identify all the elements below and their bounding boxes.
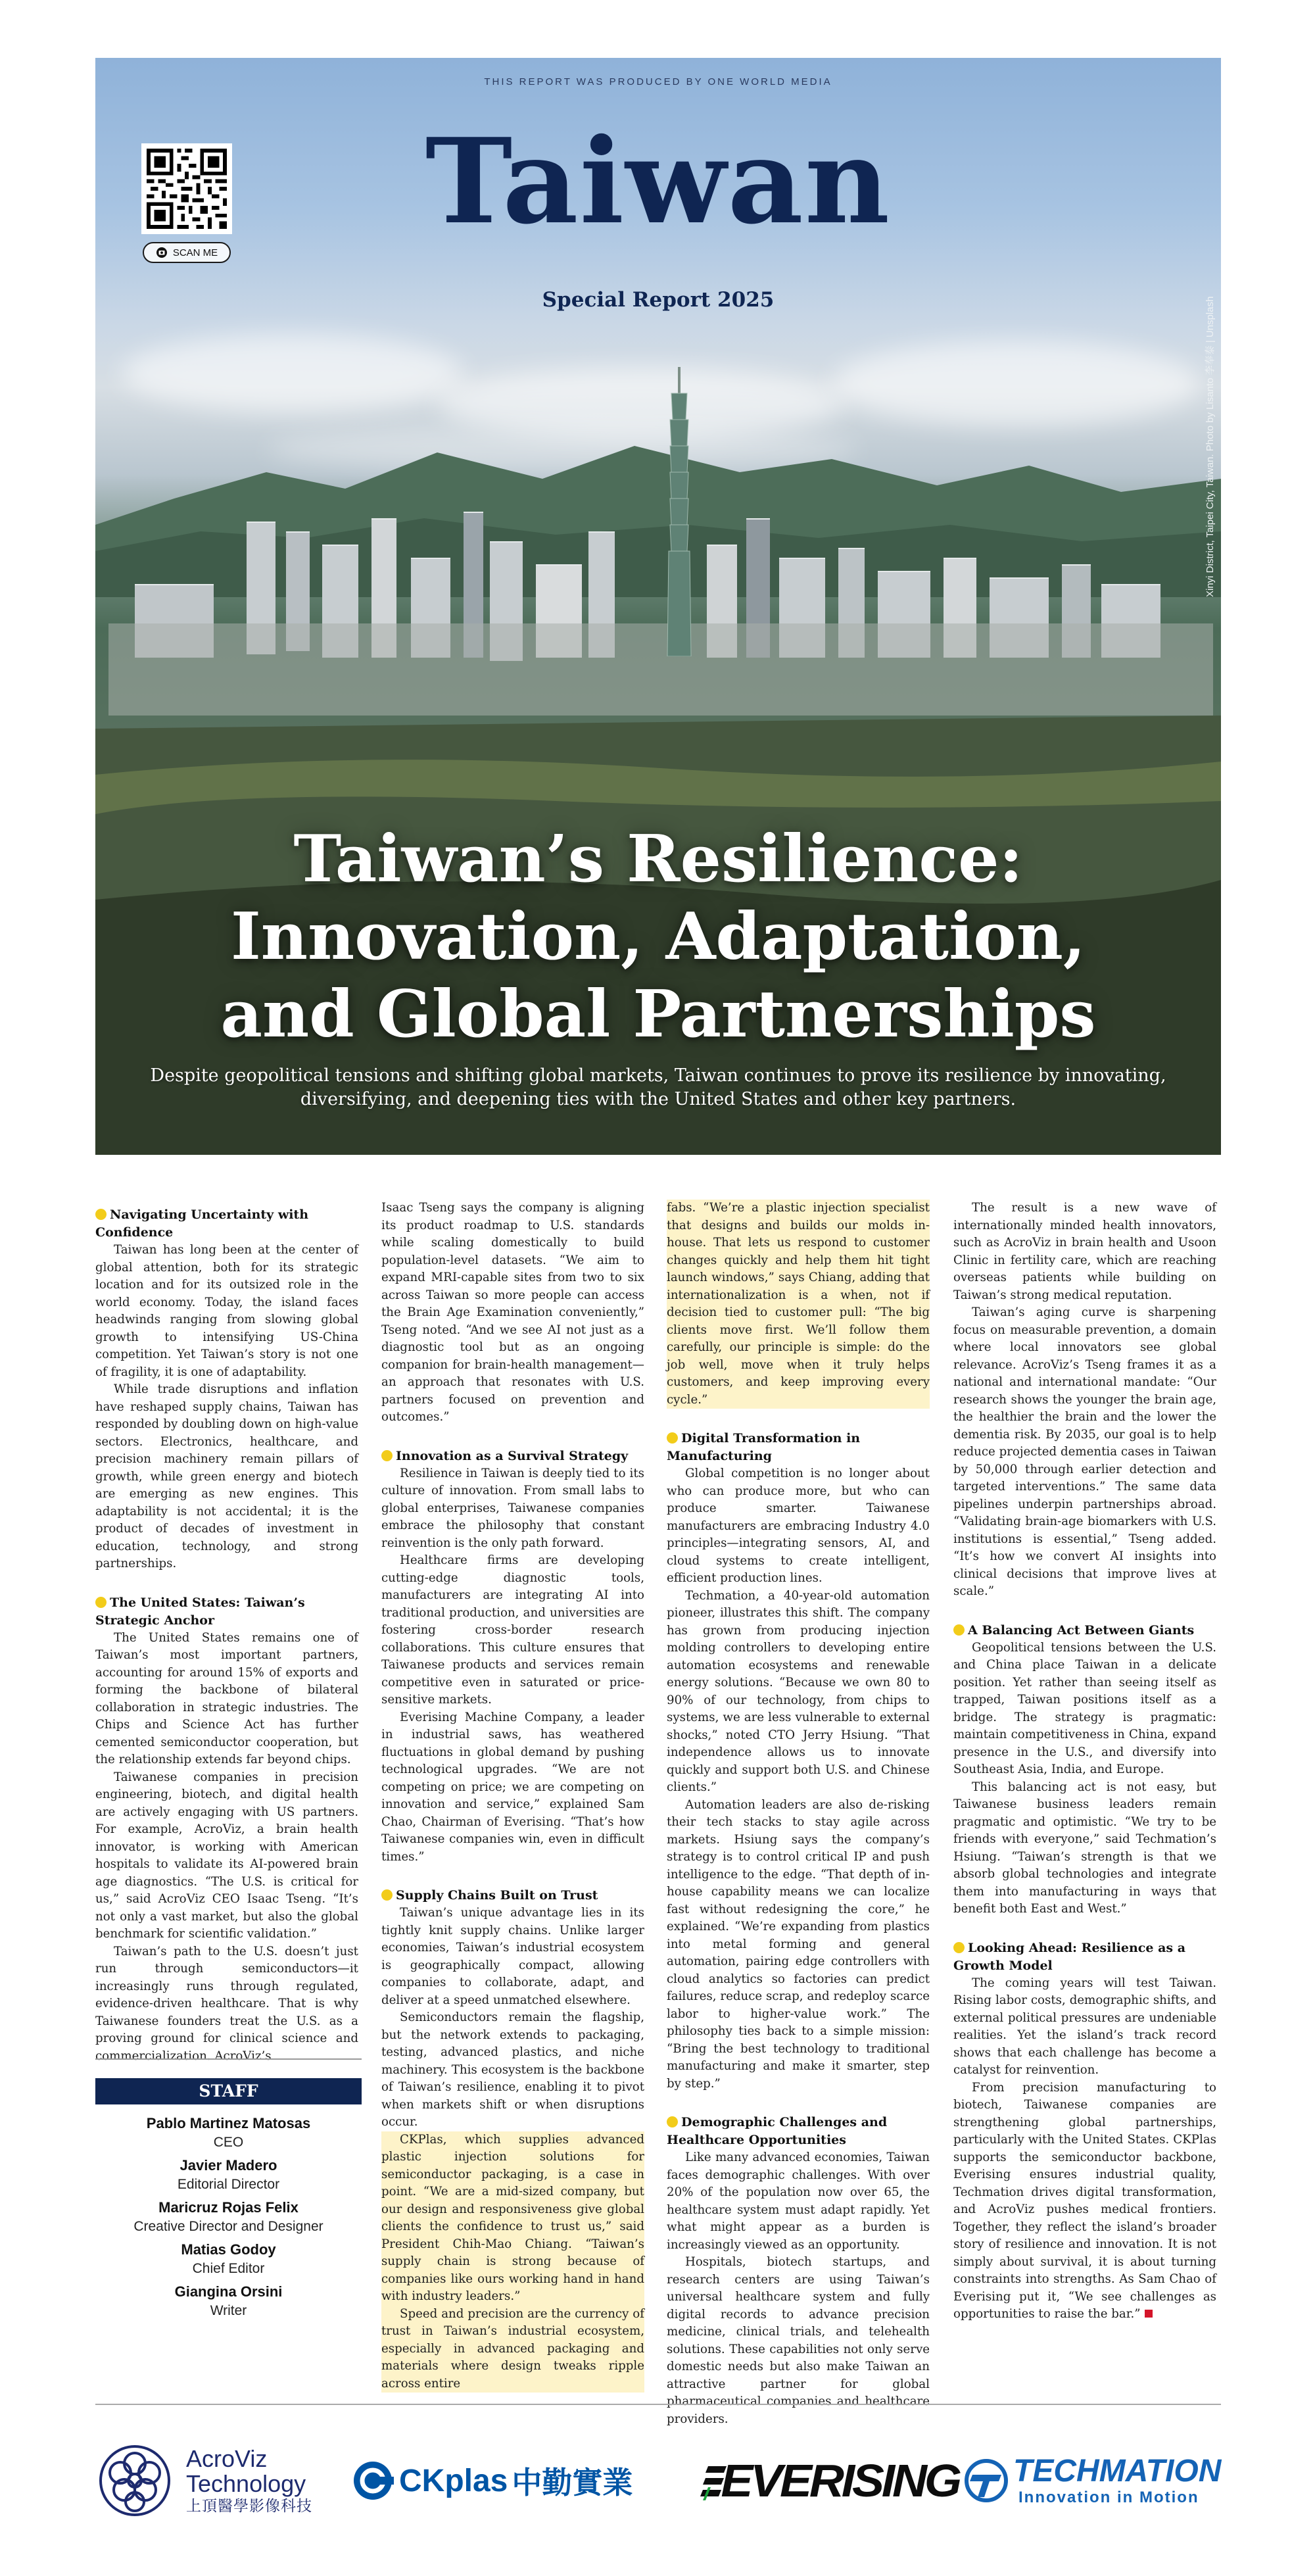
staff-member: Javier Madero Editorial Director <box>177 2157 280 2192</box>
article-column-3 <box>667 1200 930 2428</box>
paragraph: The United States remains one of Taiwan’s most important partners, accounting for around 15% of exports and forming the backbone of bilateral collaboration in strategic industries. The Chips and Science Act has further cemented semiconductor cooperation, but the relationship extends far beyond chips. <box>95 1630 358 1766</box>
qr-code[interactable] <box>141 143 232 234</box>
photo-credit: Xinyi District, Taipei City, Taiwan. Photo by Lisanto 李奉泰 | Unsplash <box>1205 296 1216 597</box>
everising-wordmark: EVERISING <box>721 2455 959 2506</box>
staff-list <box>95 2114 362 2320</box>
paragraph: Automation leaders are also de-risking their tech stacks to stay agile across markets. Hsiung says the company’s strategy is to control critical IP and push intelligence to the edge. “That depth of in-house capability means we can localize fast without redesigning the core,” he explained. “We’re expanding from plastics into metal forming and general automation, pairing edge controllers with cloud analytics so factories can predict failures, reduce scrap, and redeploy scarce labor to higher-value work.” The philosophy ties back to a simple mission: “Bring the best technology to traditional manufacturing and make it smarter, step by step.” <box>667 1797 930 2091</box>
taipei-101-tower <box>662 367 696 656</box>
techmation-wordmark: TECHMATION <box>1013 2454 1222 2489</box>
section-heading: Innovation as a Survival Strategy <box>381 1447 644 1465</box>
paragraph: The coming years will test Taiwan. Rising labor costs, demographic shifts, and external political pressures are undeniable realities. Yet the island’s track record shows that each challenge has become a catalyst for reinvention. <box>953 1976 1216 2077</box>
paragraph: Taiwan has long been at the center of global attention, both for its strategic location and for its outsized role in the world economy. Today, the island faces headwinds ranging from slowing global growth to intensifying US-China competition. Yet Taiwan’s story is not one of fragility, it is one of adaptability. <box>95 1243 358 1379</box>
headline-deck: Despite geopolitical tensions and shifting global markets, Taiwan continues to prove its resilience by innovating, diversifying, and deepening ties with the United States and other key partners. <box>150 1065 1166 1109</box>
acroviz-chinese-name: 上頂醫學影像科技 <box>186 2497 312 2514</box>
section-heading: A Balancing Act Between Giants <box>953 1622 1216 1640</box>
paragraph: This balancing act is not easy, but Taiwanese business leaders remain pragmatic and optimistic. “We try to be friends with everyone,” said Techmation’s Hsiung. “Taiwan’s strength is that we absorb global technologies and integrate them into manufacturing in ways that benefit both East and West.” <box>953 1780 1216 1916</box>
section-heading: Digital Transformation in Manufacturing <box>667 1431 861 1463</box>
acroviz-brain-icon <box>95 2441 174 2520</box>
paragraph: While trade disruptions and inflation have reshaped supply chains, Taiwan has responded by doubling down on high-value sectors. Electronics, healthcare, and precision machinery remain pillars of growth, while green energy and biotech are emerging as new engines. This adaptability is not accidental; it is the product of decades of investment in education, technology, and strong partnerships. <box>95 1382 358 1570</box>
bullet-dot-icon <box>953 1942 965 1953</box>
qr-code-icon <box>147 149 227 229</box>
ckplas-emblem-icon <box>352 2460 394 2502</box>
headline-line-3: and Global Partnerships <box>220 977 1096 1052</box>
paragraph: Global competition is no longer about who can produce more, but who can produce smarter. Taiwanese manufacturers are embracing Industry 4.0 principles—integrating sensors, AI, and cloud systems to create intelligent, efficient production lines. <box>667 1467 930 1585</box>
staff-member: Maricruz Rojas Felix Creative Director and Designer <box>133 2199 323 2234</box>
main-headline <box>95 821 1221 1054</box>
highlighted-paragraph: Speed and precision are the currency of trust in Taiwan’s industrial ecosystem, especially in advanced packaging and materials where design tweaks ripple across entire <box>381 2306 644 2393</box>
highlighted-paragraph: CKPlas, which supplies advanced plastic injection solutions for semiconductor packaging, is a case in point. “We are a mid-sized company, but our design and responsiveness give global clients the confidence to trust us,” said President Chih-Mao Chiang. “Taiwan’s supply chain is strong because of companies like ours working hand in hand with industry leaders.” <box>381 2131 644 2306</box>
scan-me-label: SCAN ME <box>172 247 218 258</box>
paragraph: From precision manufacturing to biotech, Taiwanese companies are strengthening global partnerships, particularly with the United States. CKPlas supports the semiconductor backbone, Everising ensures industrial quality, Techmation drives digital transformation, and AcroViz pushes medical frontiers. Together, they reflect the island’s broader story of resilience and innovation. It is not simply about survival, it is about turning constraints into strengths. As Sam Chao of Everising put it, “We see challenges as opportunities to raise the bar.” <box>953 2080 1216 2321</box>
paragraph: Geopolitical tensions between the U.S. and China place Taiwan in a delicate position. Yet rather than seeing itself as trapped, Taiwan positions itself as a bridge. The strategy is pragmatic: maintain competitiveness in China, expand presence in the U.S., and diversify into Southeast Asia, India, and Europe. <box>953 1640 1216 1776</box>
paragraph: Hospitals, biotech startups, and research centers are using Taiwan’s universal healthcare system and fully digital records to advance precision medicine, clinical trials, and telehealth solutions. These capabilities not only serve domestic needs but also make Taiwan an attractive partner for global pharmaceutical companies and healthcare providers. <box>667 2255 930 2426</box>
staff-box <box>95 2058 362 2324</box>
section-heading: Looking Ahead: Resilience as a Growth Model <box>953 1940 1186 1973</box>
sponsor-logos <box>95 2404 1221 2537</box>
staff-member: Matias Godoy Chief Editor <box>181 2241 276 2276</box>
cover-photo <box>95 58 1221 1155</box>
producer-note: THIS REPORT WAS PRODUCED BY ONE WORLD MEDIA <box>484 76 832 87</box>
staff-heading: STAFF <box>95 2078 362 2104</box>
end-of-article-mark <box>1145 2310 1153 2318</box>
camera-icon <box>156 247 168 258</box>
bullet-dot-icon <box>95 1209 107 1220</box>
paragraph: Semiconductors remain the flagship, but the network extends to packaging, testing, advanced plastics, and niche machinery. This ecosystem is the backbone of Taiwan’s resilience, enabling it to pivot when markets shift or when disruptions occur. <box>381 2010 644 2129</box>
acroviz-wordmark-line2: Technology <box>186 2470 306 2497</box>
bullet-dot-icon <box>953 1624 965 1636</box>
magazine-title: Taiwan <box>425 112 892 250</box>
paragraph: Taiwanese companies in precision engineering, biotech, and digital health are actively engaging with US partners. For example, AcroViz, a brain health innovator, is working with American hospitals to validate its AI-powered brain age diagnostics. “The U.S. is critical for us,” said AcroViz CEO Isaac Tseng. “It’s not only a vast market, but also the global benchmark for scientific validation.” <box>95 1770 358 1941</box>
acroviz-logo[interactable] <box>95 2441 312 2520</box>
bullet-dot-icon <box>667 2116 678 2127</box>
everising-logo[interactable] <box>700 2441 959 2520</box>
article-column-4 <box>953 1200 1216 2323</box>
section-heading: Supply Chains Built on Trust <box>381 1887 644 1905</box>
article-column-1 <box>95 1200 358 2065</box>
bullet-dot-icon <box>95 1597 107 1608</box>
techmation-tagline: Innovation in Motion <box>1018 2489 1199 2506</box>
techmation-t-icon <box>963 2458 1009 2504</box>
paragraph: Everising Machine Company, a leader in industrial saws, has weathered fluctuations in global demand by pushing technological upgrades. “We are not competing on price; we are competing on innovation and service,” explained Sam Chao, Chairman of Everising. “That’s how Taiwanese companies win, even in difficult times.” <box>381 1710 644 1864</box>
paragraph: Healthcare firms are developing cutting-edge diagnostic tools, manufacturers are integrating AI into traditional production, and universities are fostering cross-border research collaborations. This culture ensures that Taiwanese products and services remain competitive even in saturated or price-sensitive markets. <box>381 1553 644 1707</box>
bullet-dot-icon <box>381 1450 393 1461</box>
ckplas-logo[interactable] <box>352 2441 633 2520</box>
highlighted-paragraph: fabs. “We’re a plastic injection specialist that designs and builds our molds in-house. That lets us respond to customer changes quickly and help them hit tight launch windows,” says Chiang, adding that internationalization is a when, not if decision tied to customer pull: “The big clients move first. We’ll follow them carefully, our principle is simple: do the job well, move when it truly helps customers, and keep improving every cycle.” <box>667 1200 930 1409</box>
staff-member: Pablo Martinez Matosas CEO <box>146 2115 311 2150</box>
scan-me-badge[interactable] <box>143 242 231 263</box>
report-subtitle: Special Report 2025 <box>542 288 775 312</box>
headline-line-2: Innovation, Adaptation, <box>230 899 1086 975</box>
paragraph: Like many advanced economies, Taiwan faces demographic challenges. With over 20% of the population now over 65, the healthcare system must adapt rapidly. Yet what might appear as a burden is increasingly viewed as an opportunity. <box>667 2151 930 2252</box>
paragraph: Techmation, a 40-year-old automation pioneer, illustrates this shift. The company has grown from producing injection molding controllers to developing entire automation ecosystems and renewable energy solutions. “Because we own 80 to 90% of our technology, from chips to systems, we are less vulnerable to external shocks,” noted CTO Jerry Hsiung. “That independence allows us to innovate quickly and support both U.S. and Chinese clients.” <box>667 1588 930 1794</box>
article-column-2 <box>381 1200 644 2393</box>
section-heading: Demographic Challenges and Healthcare Opportunities <box>667 2115 888 2147</box>
paragraph: Taiwan’s aging curve is sharpening focus on measurable prevention, a domain where local innovators see global relevance. AcroViz’s Tseng frames it as a national and international mandate: “Our research shows the younger the brain age, the healthier the brain and the lower the dementia risk. By 2035, our goal is to help reduce projected dementia cases in Taiwan by 50,000 through earlier detection and targeted interventions.” The same data pipelines underpin partnerships abroad. “Validating brain-age biomarkers with U.S. institutions is essential,” Tseng added. “It’s how we convert AI insights into clinical decisions that improve lives at scale.” <box>953 1305 1216 1598</box>
paragraph: The result is a new wave of internationally minded health innovators, such as AcroViz in brain health and Usoon Clinic in fertility care, which are reaching overseas patients while building on Taiwan’s strong medical reputation. <box>953 1201 1216 1302</box>
staff-member: Giangina Orsini Writer <box>174 2283 283 2318</box>
ckplas-wordmark: CKplas <box>399 2463 508 2498</box>
bullet-dot-icon <box>667 1432 678 1444</box>
paragraph: Taiwan’s path to the U.S. doesn’t just run through semiconductors—it increasingly runs through regulated, evidence-driven healthcare. That is why Taiwanese founders treat the U.S. as a proving ground for clinical science and commercialization. AcroViz’s <box>95 1944 358 2063</box>
ckplas-chinese-name: 中勤實業 <box>512 2465 633 2500</box>
paragraph: Isaac Tseng says the company is aligning its product roadmap to U.S. standards while scaling domestically to build population-level datasets. “We aim to expand MRI-capable sites from two to six across Taiwan so more people can access the Brain Age Examination conveniently,” Tseng noted. “And we see AI not just as a diagnostic tool but as an ongoing companion for brain-health management—an approach that resonates with U.S. partners focused on prevention and outcomes.” <box>381 1201 644 1424</box>
headline-line-1: Taiwan’s Resilience: <box>293 821 1023 897</box>
techmation-logo[interactable] <box>963 2441 1221 2520</box>
section-heading: Navigating Uncertainty with Confidence <box>95 1207 309 1240</box>
section-heading: The United States: Taiwan’s Strategic Anchor <box>95 1595 305 1628</box>
acroviz-wordmark: AcroViz <box>186 2445 268 2472</box>
paragraph: Taiwan’s unique advantage lies in its tightly knit supply chains. Unlike larger economies, Taiwan’s industrial ecosystem is geographically compact, allowing companies to collaborate, adapt, and deliver at a speed unmatched elsewhere. <box>381 1906 644 2007</box>
bullet-dot-icon <box>381 1889 393 1901</box>
paragraph: Resilience in Taiwan is deeply tied to its culture of innovation. From small labs to global enterprises, Taiwanese companies embrace the philosophy that constant reinvention is the only path forward. <box>381 1466 644 1550</box>
